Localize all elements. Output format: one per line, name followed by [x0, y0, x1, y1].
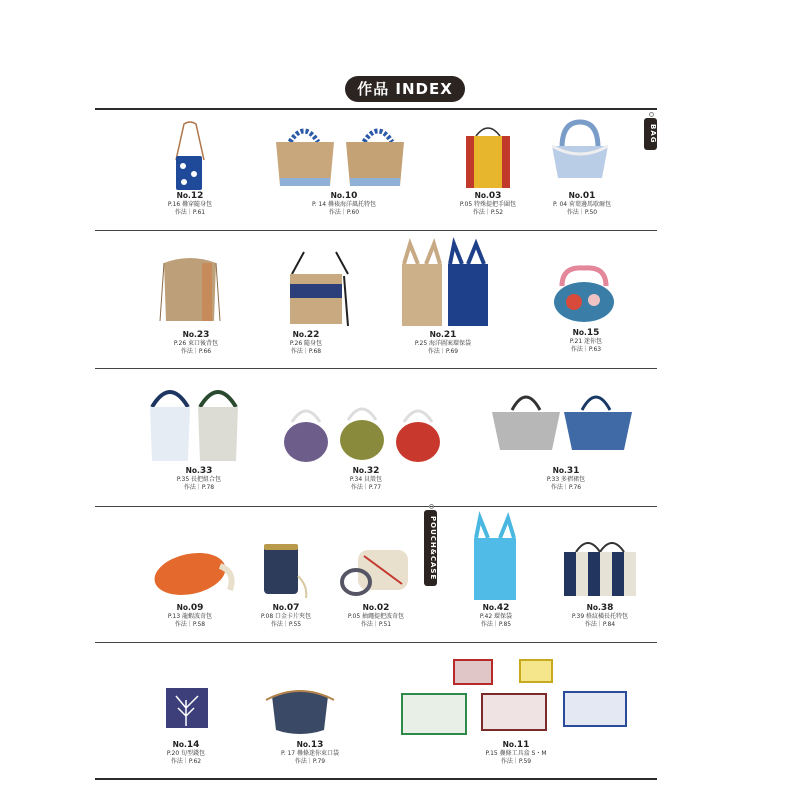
item-12-image	[170, 120, 210, 192]
item-32-image	[282, 400, 442, 462]
item-howto-ref: 作法｜P.66	[180, 348, 212, 355]
divider	[95, 506, 657, 507]
item-page-ref: P.21 迷你包	[569, 338, 603, 345]
item-page-ref: P. 17 疊條迷你束口袋	[280, 750, 340, 757]
item-howto-ref: 作法｜P.62	[170, 758, 202, 765]
item-number: No.38	[586, 603, 614, 613]
item-number: No.01	[568, 191, 596, 201]
item-number: No.31	[552, 466, 580, 476]
item-02-image	[338, 544, 412, 602]
item-11-image	[396, 654, 632, 740]
list-item[interactable]	[316, 603, 436, 629]
list-item[interactable]	[540, 603, 660, 629]
item-number: No.21	[429, 330, 457, 340]
item-number: No.15	[572, 328, 600, 338]
item-page-ref: P.20 旬型錢包	[166, 750, 206, 757]
item-number: No.23	[182, 330, 210, 340]
divider	[95, 108, 657, 110]
item-howto-ref: 作法｜P.59	[500, 758, 532, 765]
item-number: No.12	[176, 191, 204, 201]
list-item[interactable]	[506, 466, 626, 492]
page-title: 作品 INDEX	[345, 76, 465, 102]
item-09-image	[150, 546, 242, 602]
item-howto-ref: 作法｜P.84	[584, 621, 616, 628]
item-03-image	[460, 124, 516, 190]
item-07-image	[258, 536, 314, 600]
item-howto-ref: 作法｜P.55	[270, 621, 302, 628]
divider	[95, 642, 657, 643]
item-22-image	[284, 250, 356, 328]
item-howto-ref: 作法｜P.60	[328, 209, 360, 216]
item-23-image	[160, 255, 220, 327]
item-page-ref: P.05 特殊提把手圍包	[459, 201, 517, 208]
item-howto-ref: 作法｜P.85	[480, 621, 512, 628]
item-page-ref: P.35 長把組合包	[176, 476, 222, 483]
item-01-image	[548, 122, 612, 182]
list-item[interactable]	[246, 330, 366, 356]
list-item[interactable]	[456, 740, 576, 766]
item-page-ref: P.26 束口後背包	[173, 340, 219, 347]
list-item[interactable]	[130, 191, 250, 217]
item-13-image	[264, 686, 336, 736]
item-howto-ref: 作法｜P.51	[360, 621, 392, 628]
item-number: No.33	[185, 466, 213, 476]
item-number: No.09	[176, 603, 204, 613]
pouch-case-tag: POUCH&CASE	[424, 510, 437, 586]
list-item[interactable]	[126, 740, 246, 766]
item-page-ref: P.16 疊穿隨身包	[167, 201, 213, 208]
item-number: No.22	[292, 330, 320, 340]
item-howto-ref: 作法｜P.58	[174, 621, 206, 628]
list-item[interactable]	[136, 330, 256, 356]
item-number: No.14	[172, 740, 200, 750]
item-howto-ref: 作法｜P.79	[294, 758, 326, 765]
item-21-image	[398, 244, 494, 328]
item-page-ref: P.39 格紋橫長托特包	[571, 613, 629, 620]
item-page-ref: P.05 抽繩提把波奇包	[347, 613, 405, 620]
item-page-ref: P. 14 疊裱海洋風托特包	[311, 201, 377, 208]
item-number: No.11	[502, 740, 530, 750]
item-howto-ref: 作法｜P.77	[350, 484, 382, 491]
list-item[interactable]	[306, 466, 426, 492]
item-number: No.13	[296, 740, 324, 750]
item-number: No.32	[352, 466, 380, 476]
list-item[interactable]	[139, 466, 259, 492]
item-15-image	[552, 264, 616, 324]
item-42-image	[470, 516, 520, 602]
item-howto-ref: 作法｜P.76	[550, 484, 582, 491]
item-page-ref: P.34 貝殼包	[349, 476, 383, 483]
item-page-ref: P.25 海洋圖案環保袋	[414, 340, 472, 347]
divider	[95, 230, 657, 231]
item-howto-ref: 作法｜P.50	[566, 209, 598, 216]
item-page-ref: P.42 環保袋	[479, 613, 513, 620]
item-number: No.42	[482, 603, 510, 613]
list-item[interactable]	[250, 740, 370, 766]
item-howto-ref: 作法｜P.69	[427, 348, 459, 355]
item-31-image	[486, 388, 636, 452]
item-howto-ref: 作法｜P.68	[290, 348, 322, 355]
list-item[interactable]	[522, 191, 642, 217]
list-item[interactable]	[284, 191, 404, 217]
bag-tag: BAG	[644, 118, 657, 150]
item-howto-ref: 作法｜P.78	[183, 484, 215, 491]
item-number: No.07	[272, 603, 300, 613]
item-page-ref: P.33 多褶裙包	[546, 476, 586, 483]
divider	[95, 368, 657, 369]
item-number: No.02	[362, 603, 390, 613]
item-page-ref: P. 04 荷葉邊馬歇爾包	[552, 201, 612, 208]
item-14-image	[164, 686, 210, 730]
item-number: No.10	[330, 191, 358, 201]
divider	[95, 778, 657, 780]
item-howto-ref: 作法｜P.61	[174, 209, 206, 216]
item-howto-ref: 作法｜P.52	[472, 209, 504, 216]
item-page-ref: P.26 隨身包	[289, 340, 323, 347]
item-number: No.03	[474, 191, 502, 201]
item-page-ref: P.13 龍蝦波奇包	[167, 613, 213, 620]
item-howto-ref: 作法｜P.63	[570, 346, 602, 353]
list-item[interactable]	[436, 603, 556, 629]
item-page-ref: P.08 口金卡片夾包	[260, 613, 312, 620]
list-item[interactable]	[526, 328, 646, 354]
item-33-image	[146, 383, 242, 463]
item-10-image	[268, 122, 418, 188]
item-38-image	[560, 534, 640, 598]
item-page-ref: P.15 疊條工具盒 S・M	[485, 750, 547, 757]
list-item[interactable]	[383, 330, 503, 356]
